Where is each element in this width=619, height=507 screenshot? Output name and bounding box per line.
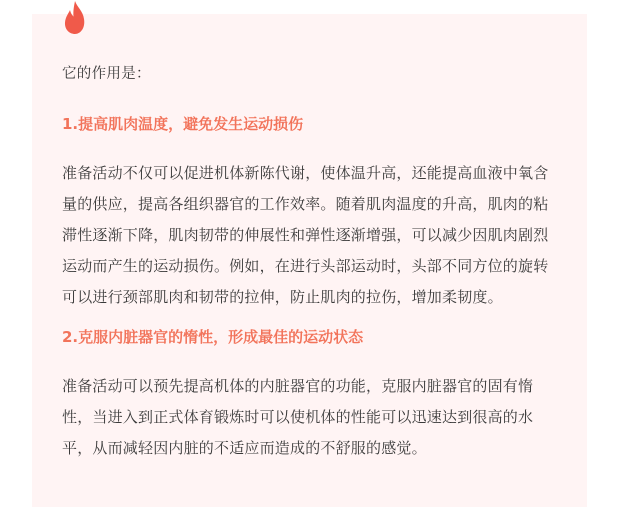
article-card	[32, 14, 587, 507]
section-heading-1: 1.提高肌肉温度，避免发生运动损伤	[62, 115, 304, 133]
section-heading-2: 2.克服内脏器官的惰性，形成最佳的运动状态	[62, 328, 364, 346]
intro-text: 它的作用是：	[62, 66, 151, 82]
section-body-2: 准备活动可以预先提高机体的内脏器官的功能，克服内脏器官的固有惰性，当进入到正式体育锻炼时可以使机体的性能可以迅速达到很高的水平，从而减轻因内脏的不适应而造成的不舒服的感觉。	[62, 377, 534, 457]
section-body-1: 准备活动不仅可以促进机体新陈代谢，使体温升高，还能提高血液中氧含量的供应，提高各组织器官的工作效率。随着肌肉温度的升高，肌肉的粘滞性逐渐下降，肌肉韧带的伸展性和弹性逐渐增强，可以减少因肌肉剧烈运动而产生的运动损伤。例如，在进行头部运动时，头部不同方位的旋转可以进行颈部肌肉和韧带的拉伸，防止肌肉的拉伤，增加柔韧度。	[62, 164, 549, 306]
flame-icon	[62, 0, 88, 36]
